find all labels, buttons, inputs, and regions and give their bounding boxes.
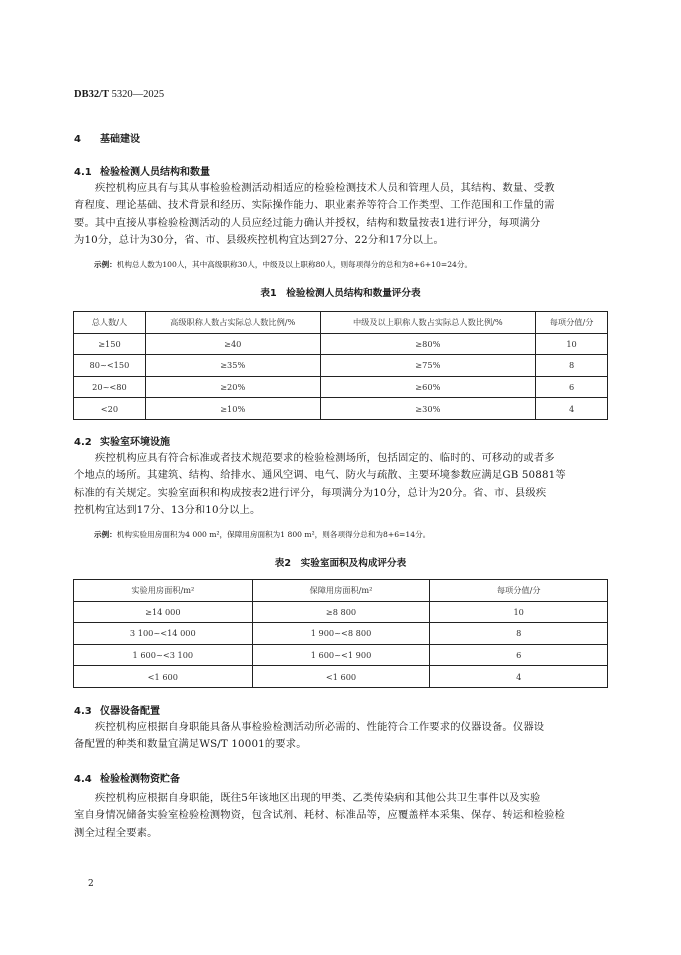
table-cell: ≥60%	[320, 376, 536, 398]
table-cell: ≥80%	[320, 333, 536, 355]
table-cell: 6	[430, 644, 608, 666]
paragraph-line: 疾控机构应根据自身职能，既往5年该地区出现的甲类、乙类传染病和其他公共卫生事件以及实验	[95, 792, 541, 804]
paragraph-line: 室自身情况储备实验室检验检测物资，包含试剂、耗材、标准品等，应覆盖样本采集、保存、转运和检验检	[74, 809, 566, 822]
table-cell: 3 100~<14 000	[74, 623, 253, 645]
paragraph-line: 标准的有关规定。实验室面积和构成按表2进行评分，每项满分为10分，总计为20分。省、市、县级疾	[74, 486, 547, 499]
header-code: 5320—2025	[111, 89, 165, 100]
table-cell: 4	[536, 398, 608, 420]
paragraph-line: 个地点的场所。其建筑、结构、给排水、通风空调、电气、防火与疏散、主要环境参数应满足GB 50881等	[74, 469, 566, 482]
example-4-2	[94, 529, 614, 541]
table-cell: <20	[74, 398, 146, 420]
table-header-cell: 每项分值/分	[536, 312, 608, 334]
table-row	[74, 601, 608, 623]
table-row	[74, 666, 608, 688]
example-label: 示例：	[94, 530, 117, 539]
table-cell: 1 600~<3 100	[74, 644, 253, 666]
paragraph-line: 疾控机构应具有符合标准或者技术规范要求的检验检测场所，包括固定的、临时的、可移动的或者多	[95, 452, 555, 464]
table-row	[74, 644, 608, 666]
table-cell: ≥35%	[145, 355, 320, 377]
section-title: 检验检测人员结构和数量	[100, 167, 210, 178]
table-cell: 6	[536, 376, 608, 398]
section-4-3-heading	[74, 702, 160, 717]
paragraph-line: 疾控机构应根据自身职能具备从事检验检测活动所必需的、性能符合工作要求的仪器设备。仪器设	[95, 721, 545, 733]
section-number: 4.4	[74, 774, 92, 785]
paragraph-line: 疾控机构应具有与其从事检验检测活动相适应的检验检测技术人员和管理人员，其结构、数量、受教	[95, 182, 555, 194]
table-cell: ≥40	[145, 333, 320, 355]
table-row	[74, 333, 608, 355]
table-row	[74, 623, 608, 645]
section-4-heading	[74, 130, 140, 145]
table-row	[74, 398, 608, 420]
table-header-cell: 实验用房面积/m²	[74, 580, 253, 602]
table-header-row	[74, 580, 608, 602]
table-cell: 1 600~<1 900	[252, 644, 430, 666]
section-4-2-heading	[74, 433, 170, 448]
table-header-row	[74, 312, 608, 334]
header-prefix: DB32/T	[74, 89, 110, 100]
table-cell: 20~<80	[74, 376, 146, 398]
table-1-caption: 表1 检验检测人员结构和数量评分表	[260, 288, 421, 299]
table-cell: 8	[430, 623, 608, 645]
table-2	[73, 579, 608, 688]
section-title: 实验室环境设施	[100, 437, 170, 448]
table-cell: 4	[430, 666, 608, 688]
table-header-cell: 中级及以上职称人数占实际总人数比例/%	[320, 312, 536, 334]
table-cell: 10	[430, 601, 608, 623]
example-label: 示例：	[94, 260, 117, 269]
section-title: 基础建设	[100, 134, 140, 145]
document-header	[74, 89, 164, 100]
table-cell: ≥14 000	[74, 601, 253, 623]
table-cell: <1 600	[252, 666, 430, 688]
section-4-3-paragraph	[74, 719, 610, 754]
table-row	[74, 355, 608, 377]
table-cell: ≥20%	[145, 376, 320, 398]
paragraph-line: 为10分，总计为30分，省、市、县级疾控机构宜达到27分、22分和17分以上。	[74, 233, 444, 246]
section-4-4-paragraph	[74, 790, 610, 842]
table-cell: 8	[536, 355, 608, 377]
table-header-cell: 每项分值/分	[430, 580, 608, 602]
paragraph-line: 要。其中直接从事检验检测活动的人员应经过能力确认并授权，结构和数量按表1进行评分，每项满分	[74, 216, 541, 229]
section-4-2-paragraph	[74, 450, 610, 519]
table-2-caption: 表2 实验室面积及构成评分表	[274, 558, 407, 569]
table-cell: ≥8 800	[252, 601, 430, 623]
example-text: 机构实验用房面积为4 000 m²，保障用房面积为1 800 m²，则各项得分总和为8+6=14分。	[116, 530, 431, 539]
section-4-1-heading	[74, 163, 210, 178]
section-number: 4.3	[74, 706, 92, 717]
table-cell: ≥10%	[145, 398, 320, 420]
table-cell: <1 600	[74, 666, 253, 688]
table-header-cell: 保障用房面积/m²	[252, 580, 430, 602]
page-number: 2	[88, 879, 94, 889]
table-cell: ≥75%	[320, 355, 536, 377]
table-row	[74, 376, 608, 398]
paragraph-line: 测全过程全要素。	[74, 826, 158, 839]
table-cell: 1 900~<8 800	[252, 623, 430, 645]
table-header-cell: 总人数/人	[74, 312, 146, 334]
paragraph-line: 控机构宜达到17分、13分和10分以上。	[74, 503, 261, 516]
paragraph-line: 育程度、理论基础、技术背景和经历、实际操作能力、职业素养等符合工作类型、工作范围和工作量的需	[74, 199, 555, 212]
section-title: 检验检测物资贮备	[100, 774, 180, 785]
example-text: 机构总人数为100人，其中高级职称30人，中级及以上职称80人，则每项得分的总和为8+6+10=24分。	[116, 260, 473, 269]
table-1	[73, 311, 608, 420]
section-number: 4.1	[74, 167, 92, 178]
table-cell: ≥30%	[320, 398, 536, 420]
section-title: 仪器设备配置	[100, 706, 160, 717]
table-header-cell: 高级职称人数占实际总人数比例/%	[145, 312, 320, 334]
example-4-1	[94, 259, 614, 271]
table-cell: ≥150	[74, 333, 146, 355]
table-cell: 10	[536, 333, 608, 355]
section-number: 4	[74, 134, 81, 145]
section-4-4-heading	[74, 770, 180, 785]
section-number: 4.2	[74, 437, 92, 448]
table-cell: 80~<150	[74, 355, 146, 377]
paragraph-line: 备配置的种类和数量宜满足WS/T 10001的要求。	[74, 738, 307, 751]
section-4-1-paragraph	[74, 180, 610, 249]
